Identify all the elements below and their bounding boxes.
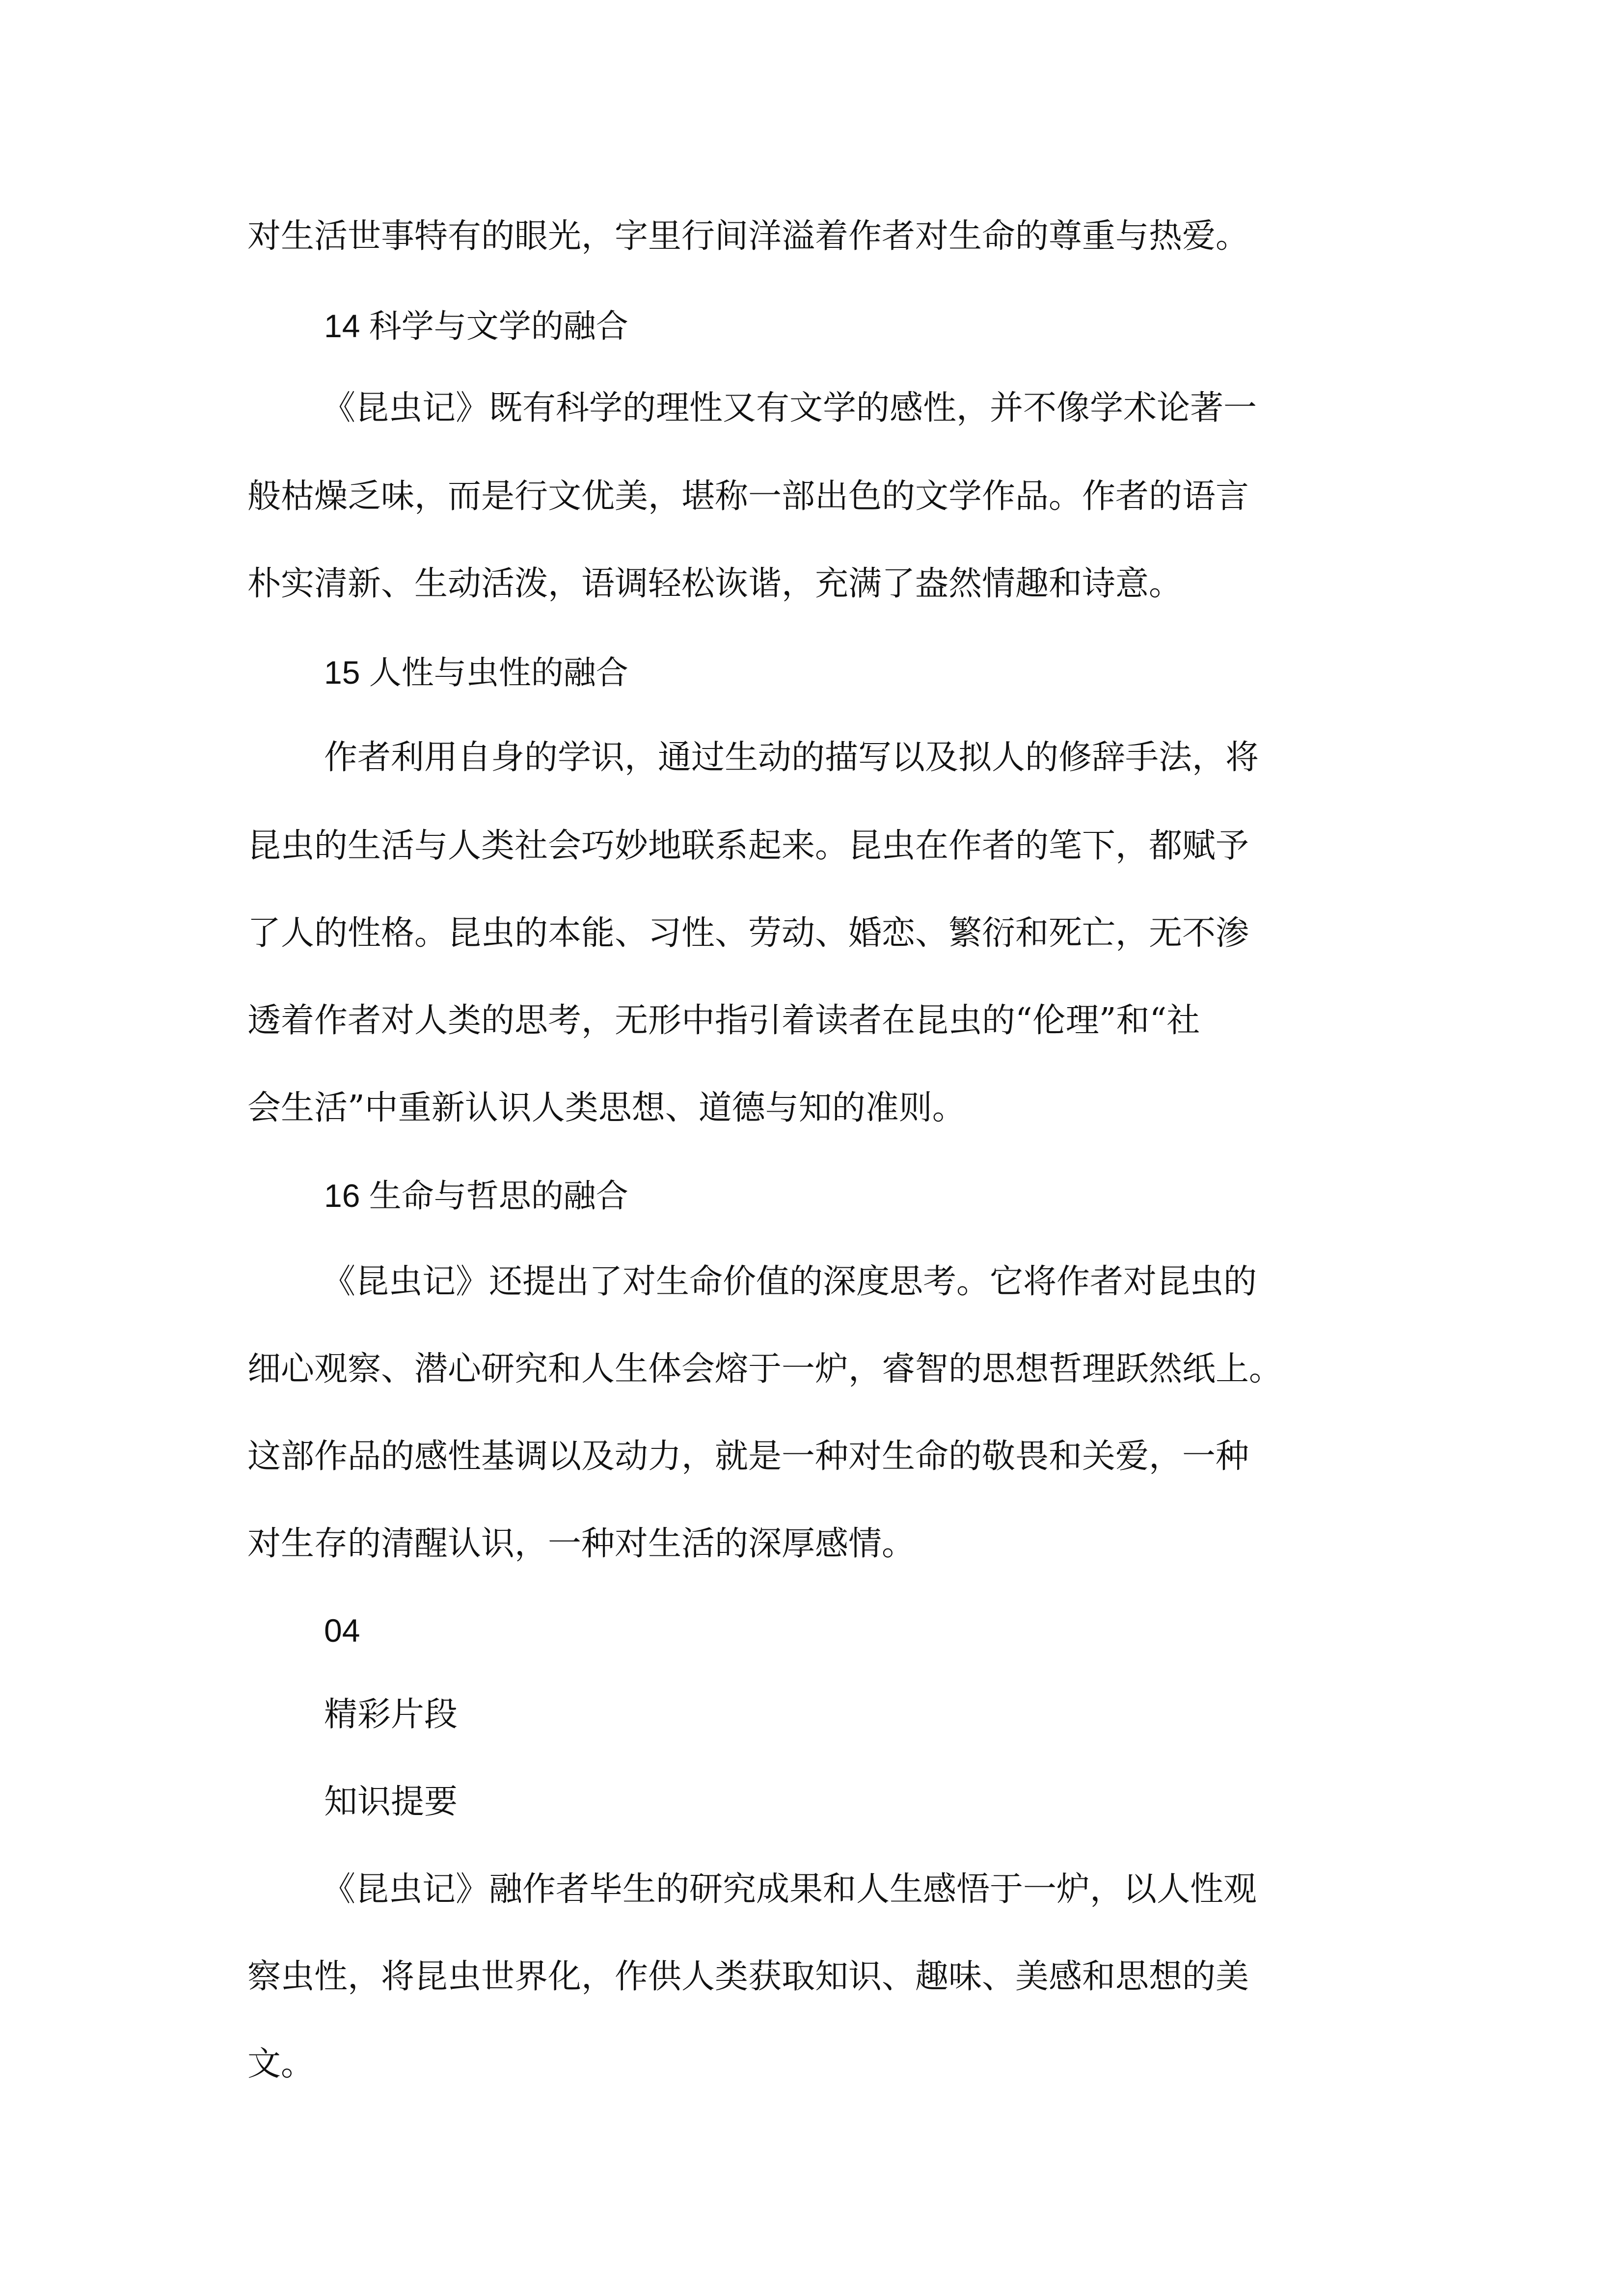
heading-text: 知识提要 xyxy=(324,1783,458,1821)
paragraph-text: 透着作者对人类的思考，无形中指引着读者在昆虫的“伦理”和“社 xyxy=(247,1001,1200,1040)
paragraph-text: 昆虫的生活与人类社会巧妙地联系起来。昆虫在作者的笔下，都赋予 xyxy=(247,827,1249,865)
paragraph-line xyxy=(0,996,1624,1045)
section-heading-14 xyxy=(0,301,1624,350)
paragraph-text: 《昆虫记》融作者毕生的研究成果和人生感悟于一炉，以人性观 xyxy=(322,1870,1257,1909)
paragraph-line xyxy=(0,472,1624,521)
paragraph-line xyxy=(0,1432,1624,1481)
paragraph-text: 了人的性格。昆虫的本能、习性、劳动、婚恋、繁衍和死亡，无不渗 xyxy=(247,914,1249,953)
paragraph-text: 《昆虫记》既有科学的理性又有文学的感性，并不像学术论著一 xyxy=(322,389,1257,427)
paragraph-line xyxy=(0,384,1624,433)
paragraph-text: 对生活世事特有的眼光，字里行间洋溢着作者对生命的尊重与热爱。 xyxy=(247,217,1249,256)
paragraph-line xyxy=(0,822,1624,871)
heading-text: 15 人性与虫性的融合 xyxy=(324,654,628,691)
paragraph-line xyxy=(0,1345,1624,1394)
paragraph-text: 细心观察、潜心研究和人生体会熔于一炉，睿智的思想哲理跃然纸上。 xyxy=(247,1350,1283,1388)
paragraph-line xyxy=(0,1952,1624,2002)
paragraph-line xyxy=(0,560,1624,609)
paragraph-text: 朴实清新、生动活泼，语调轻松诙谐，充满了盎然情趣和诗意。 xyxy=(247,564,1183,603)
paragraph-text: 般枯燥乏味，而是行文优美，堪称一部出色的文学作品。作者的语言 xyxy=(247,477,1249,516)
paragraph-text: 作者利用自身的学识，通过生动的描写以及拟人的修辞手法，将 xyxy=(324,738,1259,777)
paragraph-line xyxy=(0,212,1624,261)
paragraph-line xyxy=(0,1865,1624,1914)
paragraph-line xyxy=(0,2040,1624,2089)
heading-text: 14 科学与文学的融合 xyxy=(324,308,628,344)
paragraph-line xyxy=(0,909,1624,958)
paragraph-line xyxy=(0,733,1624,782)
section-number-04 xyxy=(0,1606,1624,1655)
subsection-title xyxy=(0,1778,1624,1827)
paragraph-text: 文。 xyxy=(247,2045,315,2083)
heading-text: 04 xyxy=(324,1612,360,1649)
paragraph-line xyxy=(0,1257,1624,1307)
paragraph-line xyxy=(0,1084,1624,1133)
section-heading-15 xyxy=(0,648,1624,697)
paragraph-text: 会生活”中重新认识人类思想、道德与知的准则。 xyxy=(247,1089,966,1127)
heading-text: 精彩片段 xyxy=(324,1695,458,1734)
section-title xyxy=(0,1690,1624,1739)
paragraph-text: 察虫性，将昆虫世界化，作供人类获取知识、趣味、美感和思想的美 xyxy=(247,1957,1249,1996)
heading-text: 16 生命与哲思的融合 xyxy=(324,1177,628,1214)
paragraph-text: 对生存的清醒认识，一种对生活的深厚感情。 xyxy=(247,1524,916,1563)
paragraph-text: 这部作品的感性基调以及动力，就是一种对生命的敬畏和关爱，一种 xyxy=(247,1437,1249,1476)
paragraph-line xyxy=(0,1520,1624,1569)
section-heading-16 xyxy=(0,1171,1624,1220)
paragraph-text: 《昆虫记》还提出了对生命价值的深度思考。它将作者对昆虫的 xyxy=(322,1262,1257,1301)
